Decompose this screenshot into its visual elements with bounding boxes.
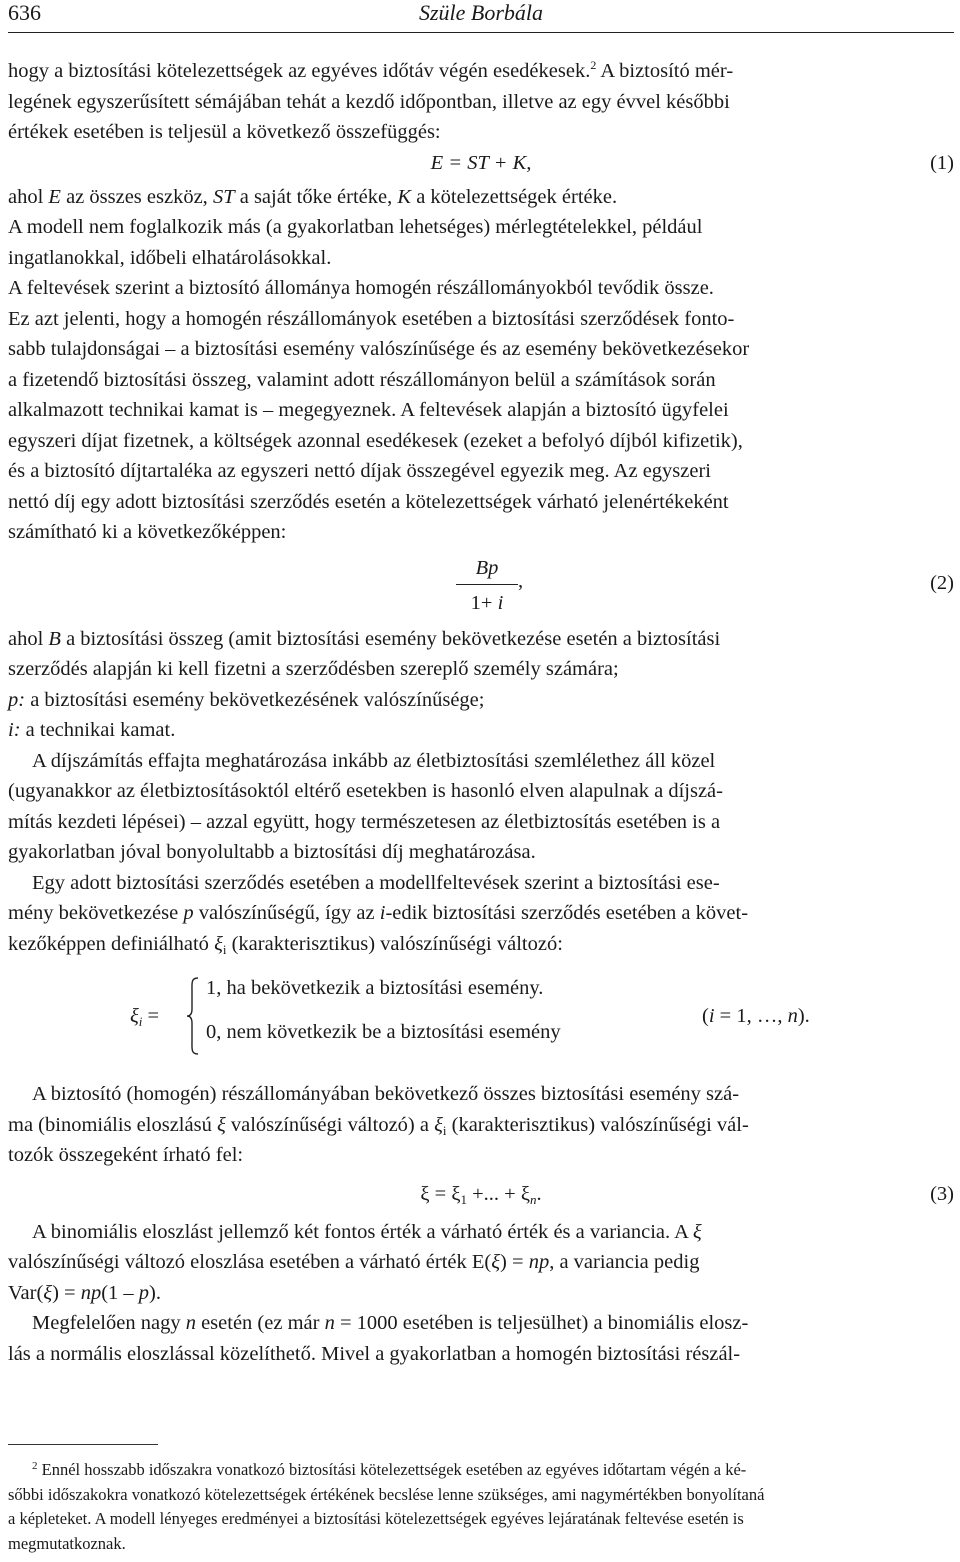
text: valószínűségi változó eloszlása esetében a várható érték E( bbox=[8, 1251, 492, 1273]
text: mény bekövetkezése bbox=[8, 902, 184, 924]
running-title: Szüle Borbála bbox=[418, 0, 544, 25]
text: Var( bbox=[8, 1281, 44, 1304]
symbol: ξ bbox=[43, 1281, 53, 1304]
text: (karakterisztikus) valószínűségi változó: bbox=[226, 932, 563, 955]
paragraph-4 bbox=[8, 273, 954, 548]
page-number: 636 bbox=[8, 0, 41, 25]
equation-1 bbox=[8, 148, 954, 182]
text-line: szerződés alapján ki kell fizetni a szerződésben szereplő személy számára; bbox=[8, 658, 619, 680]
text: kezőképpen definiálható bbox=[8, 932, 215, 955]
equation-cases bbox=[8, 973, 954, 1065]
symbol: i bbox=[379, 902, 386, 924]
subscript: i bbox=[442, 1122, 447, 1138]
text: valószínűségű, így az bbox=[193, 902, 380, 924]
text: A binomiális eloszlást jellemző két fontos érték a várható érték és a variancia. A bbox=[32, 1220, 693, 1243]
footnote-2 bbox=[8, 1458, 954, 1556]
case-two: 0, nem következik be a biztosítási esemény bbox=[206, 1021, 561, 1043]
paragraph-3 bbox=[8, 212, 954, 273]
text-line: értékek esetében is teljesül a következő összefüggés: bbox=[8, 121, 441, 143]
text: a biztosítási esemény bekövetkezésének valószínűsége; bbox=[25, 688, 485, 711]
text: (1 – bbox=[101, 1281, 139, 1304]
text: ma (binomiális eloszlású bbox=[8, 1113, 217, 1136]
text-line: A feltevések szerint a biztosító állománya homogén részállományokból tevődik össze. bbox=[8, 277, 714, 299]
text-line: A biztosító (homogén) részállományában bekövetkező összes biztosítási esemény szá- bbox=[32, 1083, 740, 1105]
text: valószínűségi változó) a bbox=[225, 1113, 435, 1136]
symbol: ξ bbox=[491, 1251, 501, 1273]
symbol: ξ bbox=[214, 932, 223, 955]
symbol: np bbox=[528, 1251, 550, 1273]
text: , a variancia pedig bbox=[549, 1251, 700, 1273]
text-line: és a biztosító díjtartaléka az egyszeri nettó díjak összegével egyezik meg. Az egyszeri bbox=[8, 460, 711, 482]
equation-number: (3) bbox=[930, 1182, 954, 1205]
symbol: n bbox=[185, 1312, 196, 1334]
symbol: ST bbox=[212, 185, 235, 208]
text-line: A modell nem foglalkozik más (a gyakorlatban lehetséges) mérlegtételekkel, például bbox=[8, 216, 703, 238]
equation-comma: , bbox=[518, 569, 524, 592]
text: ahol bbox=[8, 627, 49, 650]
text-line: hogy a biztosítási kötelezettségek az egyéves időtáv végén esedékesek. bbox=[8, 60, 591, 82]
text-line: sőbbi időszakokra vonatkozó kötelezettségek értékének becslése lenne szükséges, ami nagymértékben bonyolítaná bbox=[8, 1484, 765, 1504]
symbol: i: bbox=[8, 719, 21, 741]
text-line: sabb tulajdonságai – a biztosítási esemény valószínűsége és az esemény bekövetkezésekor bbox=[8, 338, 750, 360]
symbol: n bbox=[324, 1312, 335, 1334]
symbol: K bbox=[397, 185, 412, 208]
symbol: ξ bbox=[434, 1113, 443, 1136]
paragraph-7 bbox=[8, 868, 954, 960]
paragraph-6 bbox=[8, 746, 954, 868]
text-line: (ugyanakkor az életbiztosításoktól eltérő esetekben is hasonló elven alapulnak a díjszá- bbox=[8, 780, 723, 802]
text-line: ingatlanokkal, időbeli elhatárolásokkal. bbox=[8, 246, 332, 269]
text-line: a fizetendő biztosítási összeg, valamint adott részállományon belül a számítások során bbox=[8, 368, 716, 391]
equation-2 bbox=[8, 554, 954, 620]
text-line: Ez azt jelenti, hogy a homogén részállományok esetében a biztosítási szerződések fonto- bbox=[8, 307, 735, 330]
footnote-ref[interactable]: 2 bbox=[590, 58, 597, 72]
text-line: A biztosító mér- bbox=[596, 60, 734, 82]
symbol: ξ bbox=[692, 1220, 702, 1243]
text-line: legének egyszerűsített sémájában tehát a kezdő időpontban, illetve az egy évvel későbbi bbox=[8, 90, 730, 113]
text: ahol bbox=[8, 185, 49, 208]
text-line: számítható ki a következőképpen: bbox=[8, 521, 287, 543]
symbol: p bbox=[183, 902, 194, 924]
symbol: p bbox=[138, 1281, 150, 1304]
text: az összes eszköz, bbox=[60, 185, 213, 208]
paragraph-2 bbox=[8, 182, 954, 213]
text: ) = bbox=[500, 1251, 529, 1273]
left-brace-icon bbox=[186, 977, 200, 1055]
symbol: np bbox=[80, 1281, 102, 1304]
fraction bbox=[456, 554, 518, 617]
text-line: tozók összegeként írható fel: bbox=[8, 1144, 244, 1166]
text: a kötelezettségek értéke. bbox=[411, 185, 618, 208]
document-page bbox=[8, 0, 954, 1553]
text: a biztosítási összeg (amit biztosítási esemény bekövetkezése esetén a biztosítási bbox=[60, 627, 721, 650]
text-line: mítás kezdeti lépései) – azzal együtt, hogy természetesen az életbiztosítás esetében is a bbox=[8, 810, 721, 833]
paragraph-1 bbox=[8, 56, 954, 148]
text-line: megmutatkoznak. bbox=[8, 1533, 126, 1553]
text: -edik biztosítási szerződés esetében a követ- bbox=[385, 902, 749, 924]
text: a saját tőke értéke, bbox=[234, 185, 398, 208]
case-lhs: $\xi_i$ = bbox=[130, 1005, 160, 1029]
text-line: alkalmazott technikai kamat is – megegyeznek. A feltevések alapján a biztosító ügyfelei bbox=[8, 399, 729, 421]
text-line: lás a normális eloszlással közelíthető. Mivel a gyakorlatban a homogén biztosítási részál- bbox=[8, 1342, 741, 1365]
text: a technikai kamat. bbox=[20, 719, 176, 741]
symbol: p: bbox=[8, 688, 26, 711]
index-range: (i = 1, …, n). bbox=[702, 1005, 810, 1027]
equation-number: (1) bbox=[930, 151, 954, 174]
text: ) = bbox=[52, 1281, 81, 1304]
subscript: i bbox=[222, 941, 227, 957]
text-line: gyakorlatban jóval bonyolultabb a biztosítási díj meghatározása. bbox=[8, 841, 536, 863]
paragraph-8 bbox=[8, 1079, 954, 1171]
equation-number: (2) bbox=[930, 571, 954, 594]
page-header bbox=[8, 0, 954, 33]
fraction-bar bbox=[456, 584, 518, 585]
body-text bbox=[8, 56, 954, 1369]
equation-1-body: E = ST + K, bbox=[430, 151, 532, 174]
symbol: E bbox=[48, 185, 61, 208]
paragraph-5 bbox=[8, 624, 954, 746]
fraction-denominator: 1+ i bbox=[470, 591, 504, 614]
text-line: egyszeri díjat fizetnek, a költségek azonnal esedékesek (ezeket a befolyó díjból kifizetik), bbox=[8, 429, 743, 452]
paragraph-9 bbox=[8, 1217, 954, 1309]
paragraph-10 bbox=[8, 1308, 954, 1369]
fraction-numerator: Bp bbox=[475, 556, 499, 579]
symbol: B bbox=[48, 627, 61, 650]
case-one: 1, ha bekövetkezik a biztosítási esemény. bbox=[206, 977, 544, 999]
text: Megfelelően nagy bbox=[32, 1312, 186, 1334]
equation-3-body: $\xi = \xi_1$ +... + $\xi_n$. bbox=[420, 1182, 542, 1207]
text: esetén (ez már bbox=[195, 1312, 325, 1334]
text: = 1000 esetében is teljesülhet) a binomiális elosz- bbox=[334, 1312, 749, 1334]
text-line: nettó díj egy adott biztosítási szerződés esetén a kötelezettségek várható jelenértékeként bbox=[8, 490, 729, 513]
footnote-divider bbox=[8, 1444, 158, 1445]
text: (karakterisztikus) valószínűségi vál- bbox=[446, 1113, 749, 1136]
symbol: ξ bbox=[216, 1113, 226, 1136]
footnote-marker: 2 bbox=[32, 1460, 38, 1472]
text-line: Egy adott biztosítási szerződés esetében a modellfeltevések szerint a biztosítási ese- bbox=[32, 871, 720, 894]
equation-3 bbox=[8, 1179, 954, 1217]
text: Ennél hosszabb időszakra vonatkozó biztosítási kötelezettségek esetében az egyéves időtartam végén a ké- bbox=[37, 1460, 747, 1479]
text: ). bbox=[149, 1281, 161, 1304]
text-line: A díjszámítás effajta meghatározása inkább az életbiztosítási szemlélethez áll közel bbox=[32, 749, 716, 772]
text-line: a képleteket. A modell lényeges eredményei a biztosítási kötelezettségek egyéves lejáratának feltevése esetén is bbox=[8, 1509, 744, 1528]
